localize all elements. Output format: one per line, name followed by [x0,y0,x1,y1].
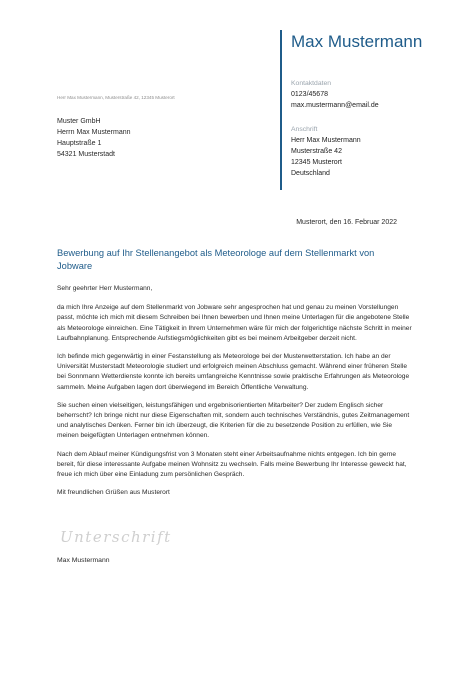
contact-heading: Kontaktdaten [291,80,332,87]
body-paragraph: Nach dem Ablauf meiner Kündigungsfrist von 3 Monaten steht einer Arbeitsaufnahme nichts entgegen. Ich bin gerne bereit, für diese interessante Aufgabe meinen Wohnsitz zu wechseln. Falls meine Bewerbung Ihr Interesse geweckt hat, freue ich mich über eine Einladung zum persönlichen Gespräch. [57,450,407,479]
salutation: Sehr geehrter Herr Mustermann, [57,285,153,292]
return-address-line: Herr Max Mustermann, Musterstraße 42, 12345 Musterort [57,95,175,100]
body-paragraph: da mich Ihre Anzeige auf dem Stellenmarkt von Jobware sehr angesprochen hat und genau zu meinen Vorstellungen passt, möchte ich mich mit diesem Schreiben bei Ihnen bewerben und Ihnen meine Unterlagen für die angebotene Stelle als Meteorologe einreichen. Eine Tätigkeit in Ihrem Unternehmen wäre für mich der folgerichtige nächste Schritt in meiner Laufbahnplanung. Entsprechende Aufstiegsmöglichkeiten gibt es bei meinem Arbeitgeber derzeit nicht. [57,304,412,342]
address-line: Deutschland [291,170,330,177]
address-line: Musterstraße 42 [291,148,342,155]
body-paragraph: Ich befinde mich gegenwärtig in einer Festanstellung als Meteorologe bei der Musterwetterstation. Ich habe an der Universität Musterstadt Meteorologie studiert und erfolgreich meinen Abschluss gemacht. Während einer früheren Stelle bei Sonnmann Wetterdienste konnte ich bereits umfangreiche Kenntnisse sowie praktische Erfahrungen als Meteorologe sammeln. Meine Aufgaben lagen dort überwiegend im Bereich Öffentliche Verwaltung. [57,353,410,391]
letter-body [57,284,415,506]
sender-name-heading: Max Mustermann [291,32,423,51]
address-line: Herr Max Mustermann [291,137,361,144]
recipient-line: Herrn Max Mustermann [57,129,131,136]
address-heading: Anschrift [291,126,318,133]
contact-email: max.mustermann@email.de [291,102,379,109]
letter-subject: Bewerbung auf Ihr Stellenangebot als Meteorologe auf dem Stellenmarkt von Jobware [57,248,375,271]
signer-name: Max Mustermann [57,557,110,564]
recipient-line: 54321 Musterstadt [57,151,115,158]
recipient-line: Muster GmbH [57,118,101,125]
letter-date: Musterort, den 16. Februar 2022 [296,219,397,226]
header-accent-line [280,30,282,190]
recipient-line: Hauptstraße 1 [57,140,102,147]
body-paragraph: Sie suchen einen vielseitigen, leistungsfähigen und ergebnisorientierten Mitarbeiter? Der zudem Englisch sicher beherrscht? Ich bringe nicht nur diese Eigenschaften mit, sondern auch technisches Verständnis, gutes Zeitmanagement und analytisches Denken. Ferner bin ich überzeugt, die Kriterien für die zu besetzende Position zu erfüllen, wie Sie meinen beigefügten Unterlagen entnehmen können. [57,401,410,440]
recipient-block [57,116,131,160]
handwritten-signature: Unterschrift [60,528,172,546]
address-line: 12345 Musterort [291,159,342,166]
contact-phone: 0123/45678 [291,91,328,98]
closing: Mit freundlichen Grüßen aus Musterort [57,489,170,497]
